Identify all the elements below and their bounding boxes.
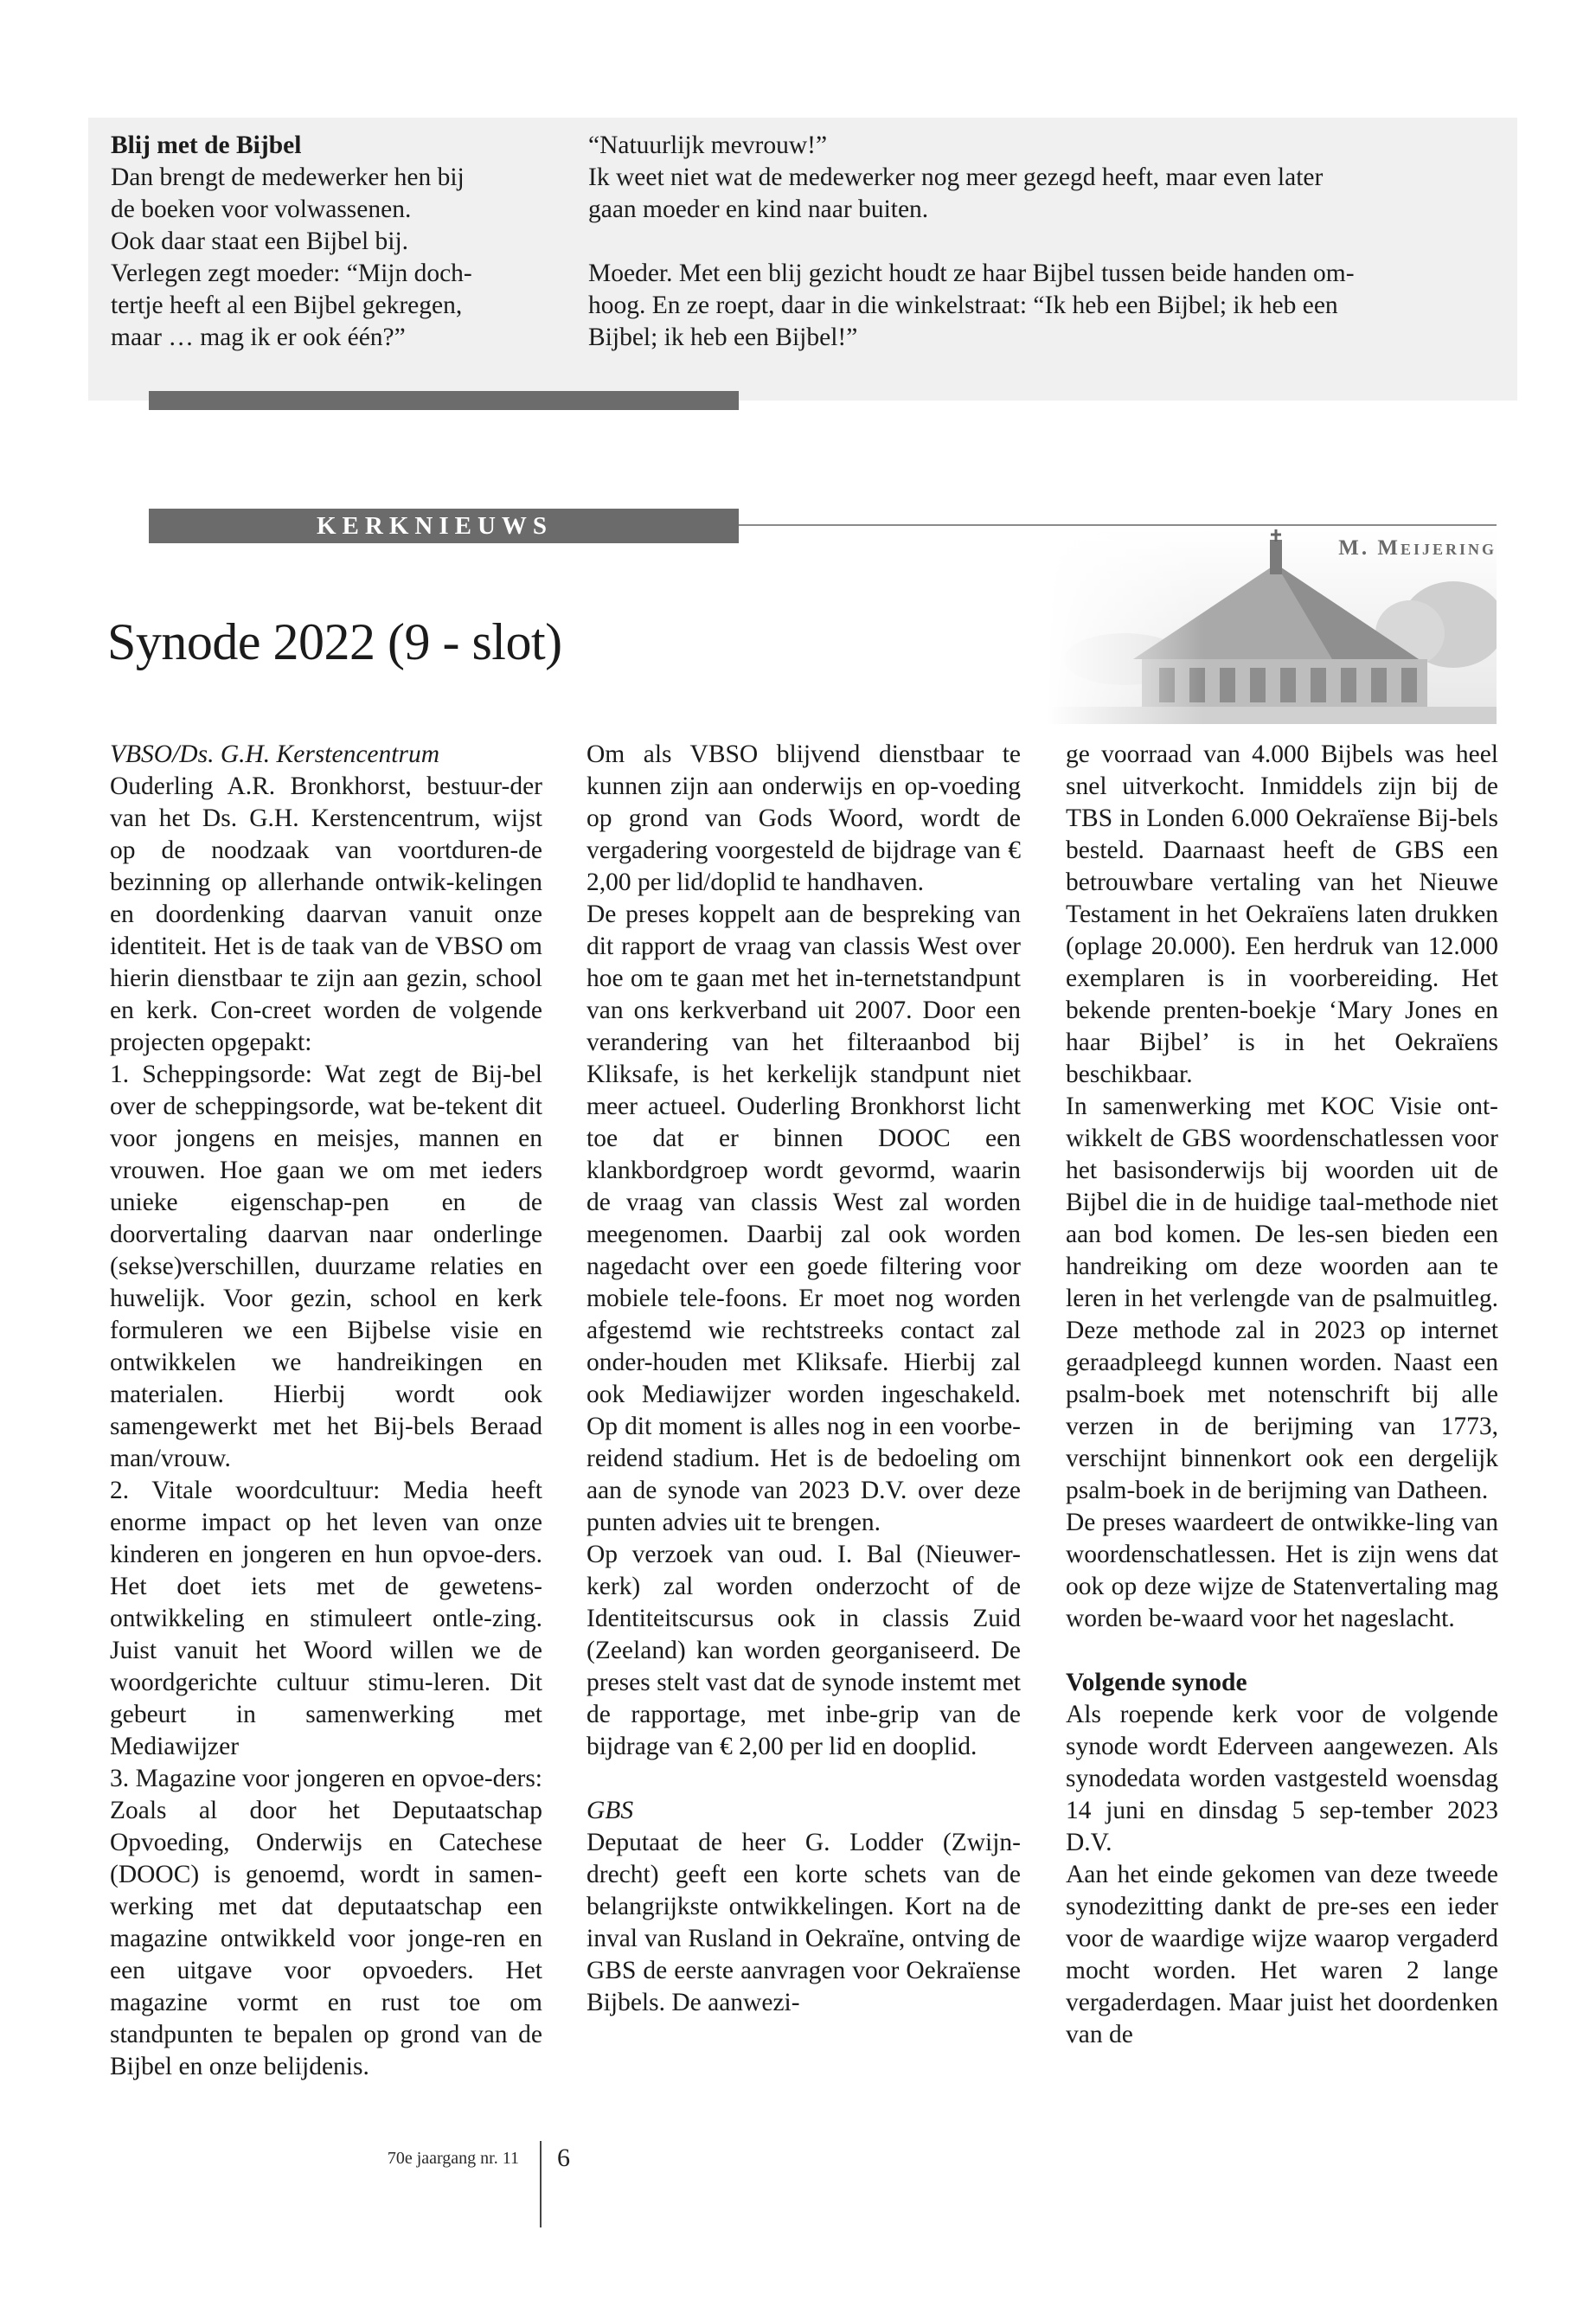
quote-left-column: [111, 130, 552, 354]
quote-box: [88, 118, 1517, 401]
quote-line: Dan brengt de medewerker hen bij: [111, 163, 465, 191]
article-paragraph: Om als VBSO blijvend dienstbaar te kunnen zijn aan onderwijs en op-voeding op grond van Gods Woord, wordt de vergadering voorgesteld de bijdrage van € 2,00 per lid/doplid te handhaven.: [586, 740, 1021, 896]
paragraph-spacer: [1066, 1635, 1498, 1667]
quote-line: “Natuurlijk mevrouw!”: [588, 131, 828, 159]
article-paragraph: De preses koppelt aan de bespreking van dit rapport de vraag van classis West over hoe om te gaan met het in-ternetstandpunt van ons kerkverband uit 2007. Door een verandering van het filteraanbod bij Kliksafe, is het kerkelijk standpunt niet meer actueel. Ouderling Bronkhorst licht toe dat er binnen DOOC een klankbordgroep wordt gevormd, waarin de vraag van classis West zal worden meegenomen. Daarbij zal ook worden nagedacht over een goede filtering voor mobiele tele-foons. Er moet nog worden afgestemd wie rechtstreeks contact zal onder-houden met Kliksafe. Hierbij zal ook Mediawijzer worden ingeschakeld. Op dit moment is alles nog in een voorbe-reidend stadium. Het is de bedoeling om aan de synode van 2023 D.V. over deze punten advies uit te brengen.: [586, 901, 1021, 1536]
subheading: Volgende synode: [1066, 1669, 1247, 1696]
quote-line: de boeken voor volwassenen.: [111, 195, 412, 223]
quote-line: Moeder. Met een blij gezicht houdt ze haar Bijbel tussen beide handen om-: [588, 260, 1355, 287]
article-column-2: [586, 739, 1021, 2019]
issue-info: 70e jaargang nr. 11: [387, 2149, 519, 2168]
quote-box-bottom-bar: [149, 391, 739, 410]
article-paragraph: In samenwerking met KOC Visie ont-wikkelt de GBS woordenschatlessen voor het basisonderwijs bij woorden uit de Bijbel die in de huidige taal-methode niet aan bod komen. De les-sen bieden een handreiking om deze woorden aan te leren in het verlengde van de psalmuitleg. Deze methode zal in 2023 op internet geraadpleegd kunnen worden. Naast een psalm-boek met notenschrift bij alle verzen in de berijming van 1773, verschijnt binnenkort ook een dergelijk psalm-boek in de berijming van Datheen.: [1066, 1093, 1498, 1504]
quote-line: Bijbel; ik heb een Bijbel!”: [588, 324, 858, 351]
article-paragraph: Ouderling A.R. Bronkhorst, bestuur-der van het Ds. G.H. Kerstencentrum, wijst op de noodzaak van voortduren-de bezinning op allerhande ontwik-kelingen en doordenking daarvan vanuit onze identiteit. Het is de taak van de VBSO om hierin dienstbaar te zijn aan gezin, school en kerk. Con-creet worden de volgende projecten opgepakt:: [110, 772, 542, 1056]
article-paragraph: 2. Vitale woordcultuur: Media heeft enorme impact op het leven van onze kinderen en jongeren en hun opvoe-ders. Het doet iets met de gewetens-ontwikkeling en stimuleert ontle-zing. Juist vanuit het Woord willen we de woordgerichte cultuur stimu-leren. Dit gebeurt in samenwerking met Mediawijzer: [110, 1477, 542, 1760]
quote-line: gaan moeder en kind naar buiten.: [588, 195, 929, 223]
page-number: 6: [557, 2144, 570, 2172]
paragraph-spacer: [586, 1763, 1021, 1795]
quote-line: tertje heeft al een Bijbel gekregen,: [111, 292, 463, 319]
article-paragraph: Als roepende kerk voor de volgende synode wordt Ederveen aangewezen. Als synodedata worden vastgesteld woensdag 14 juni en dinsdag 5 sep-tember 2023 D.V.: [1066, 1701, 1498, 1856]
article-paragraph: De preses waardeert de ontwikke-ling van woordenschatlessen. Het is zijn wens dat ook op deze wijze de Statenvertaling mag worden be-waard voor het nageslacht.: [1066, 1509, 1498, 1632]
quote-line: hoog. En ze roept, daar in die winkelstraat: “Ik heb een Bijbel; ik heb een: [588, 292, 1338, 319]
subheading: GBS: [586, 1797, 634, 1824]
article-paragraph: Op verzoek van oud. I. Bal (Nieuwer-kerk) zal worden onderzocht of de Identiteitscursus ook in classis Zuid (Zeeland) kan worden georganiseerd. De preses stelt vast dat de synode instemt met de rapportage, met inbe-grip van de bijdrage van € 2,00 per lid en dooplid.: [586, 1541, 1021, 1760]
article-paragraph: Aan het einde gekomen van deze tweede synodezitting dankt de pre-ses een ieder voor de waardige wijze waarop vergaderd mocht worden. Het waren 2 lange vergaderdagen. Maar juist het doordenken van de: [1066, 1861, 1498, 2048]
article-column-1: [110, 739, 542, 2083]
article-paragraph: 1. Scheppingsorde: Wat zegt de Bij-bel over de scheppingsorde, wat be-tekent dit voor jongens en meisjes, mannen en vrouwen. Hoe gaan we om met ieders unieke eigenschap-pen en de doorvertaling daarvan naar onderlinge (sekse)verschillen, duurzame relaties en huwelijk. Voor gezin, school en kerk formuleren we een Bijbelse visie en ontwikkelen we handreikingen en materialen. Hierbij wordt ook samengewerkt met het Bij-bels Beraad man/vrouw.: [110, 1061, 542, 1472]
author-name: M. Meijering: [1338, 536, 1497, 560]
article-title: Synode 2022 (9 - slot): [107, 613, 562, 670]
article-paragraph: Deputaat de heer G. Lodder (Zwijn-drecht) geeft een korte schets van de belangrijkste ontwikkelingen. Kort na de inval van Rusland in Oekraïne, ontving de GBS de eerste aanvragen voor Oekraïense Bijbels. De aanwezi-: [586, 1829, 1021, 2016]
section-label: KERKNIEUWS: [317, 512, 554, 540]
quote-line: maar … mag ik er ook één?”: [111, 324, 406, 351]
footer-divider: [540, 2141, 542, 2227]
quote-right-column: [588, 130, 1497, 354]
article-paragraph: ge voorraad van 4.000 Bijbels was heel snel uitverkocht. Inmiddels zijn bij de TBS in Londen 6.000 Oekraïense Bij-bels besteld. Daarnaast heeft de GBS een betrouwbare vertaling van het Nieuwe Testament in het Oekraïens laten drukken (oplage 20.000). Een herdruk van 12.000 exemplaren is in voorbereiding. Het bekende prenten-boekje ‘Mary Jones en haar Bijbel’ is in het Oekraïens beschikbaar.: [1066, 740, 1498, 1088]
article-column-3: [1066, 739, 1498, 2051]
article-paragraph: 3. Magazine voor jongeren en opvoe-ders: Zoals al door het Deputaatschap Opvoeding, Onderwijs en Catechese (DOOC) is genoemd, wordt in samen-werking met dat deputaatschap een magazine ontwikkeld voor jonge-ren en een uitgave voor opvoeders. Het magazine vormt en rust toe om standpunten te bepalen op grond van de Bijbel en onze belijdenis.: [110, 1765, 542, 2080]
quote-line: Ik weet niet wat de medewerker nog meer gezegd heeft, maar even later: [588, 163, 1324, 191]
subheading: VBSO/Ds. G.H. Kerstencentrum: [110, 740, 439, 768]
quote-line: Verlegen zegt moeder: “Mijn doch-: [111, 260, 472, 287]
quote-heading: Blij met de Bijbel: [111, 131, 302, 159]
quote-line: Ook daar staat een Bijbel bij.: [111, 228, 409, 255]
